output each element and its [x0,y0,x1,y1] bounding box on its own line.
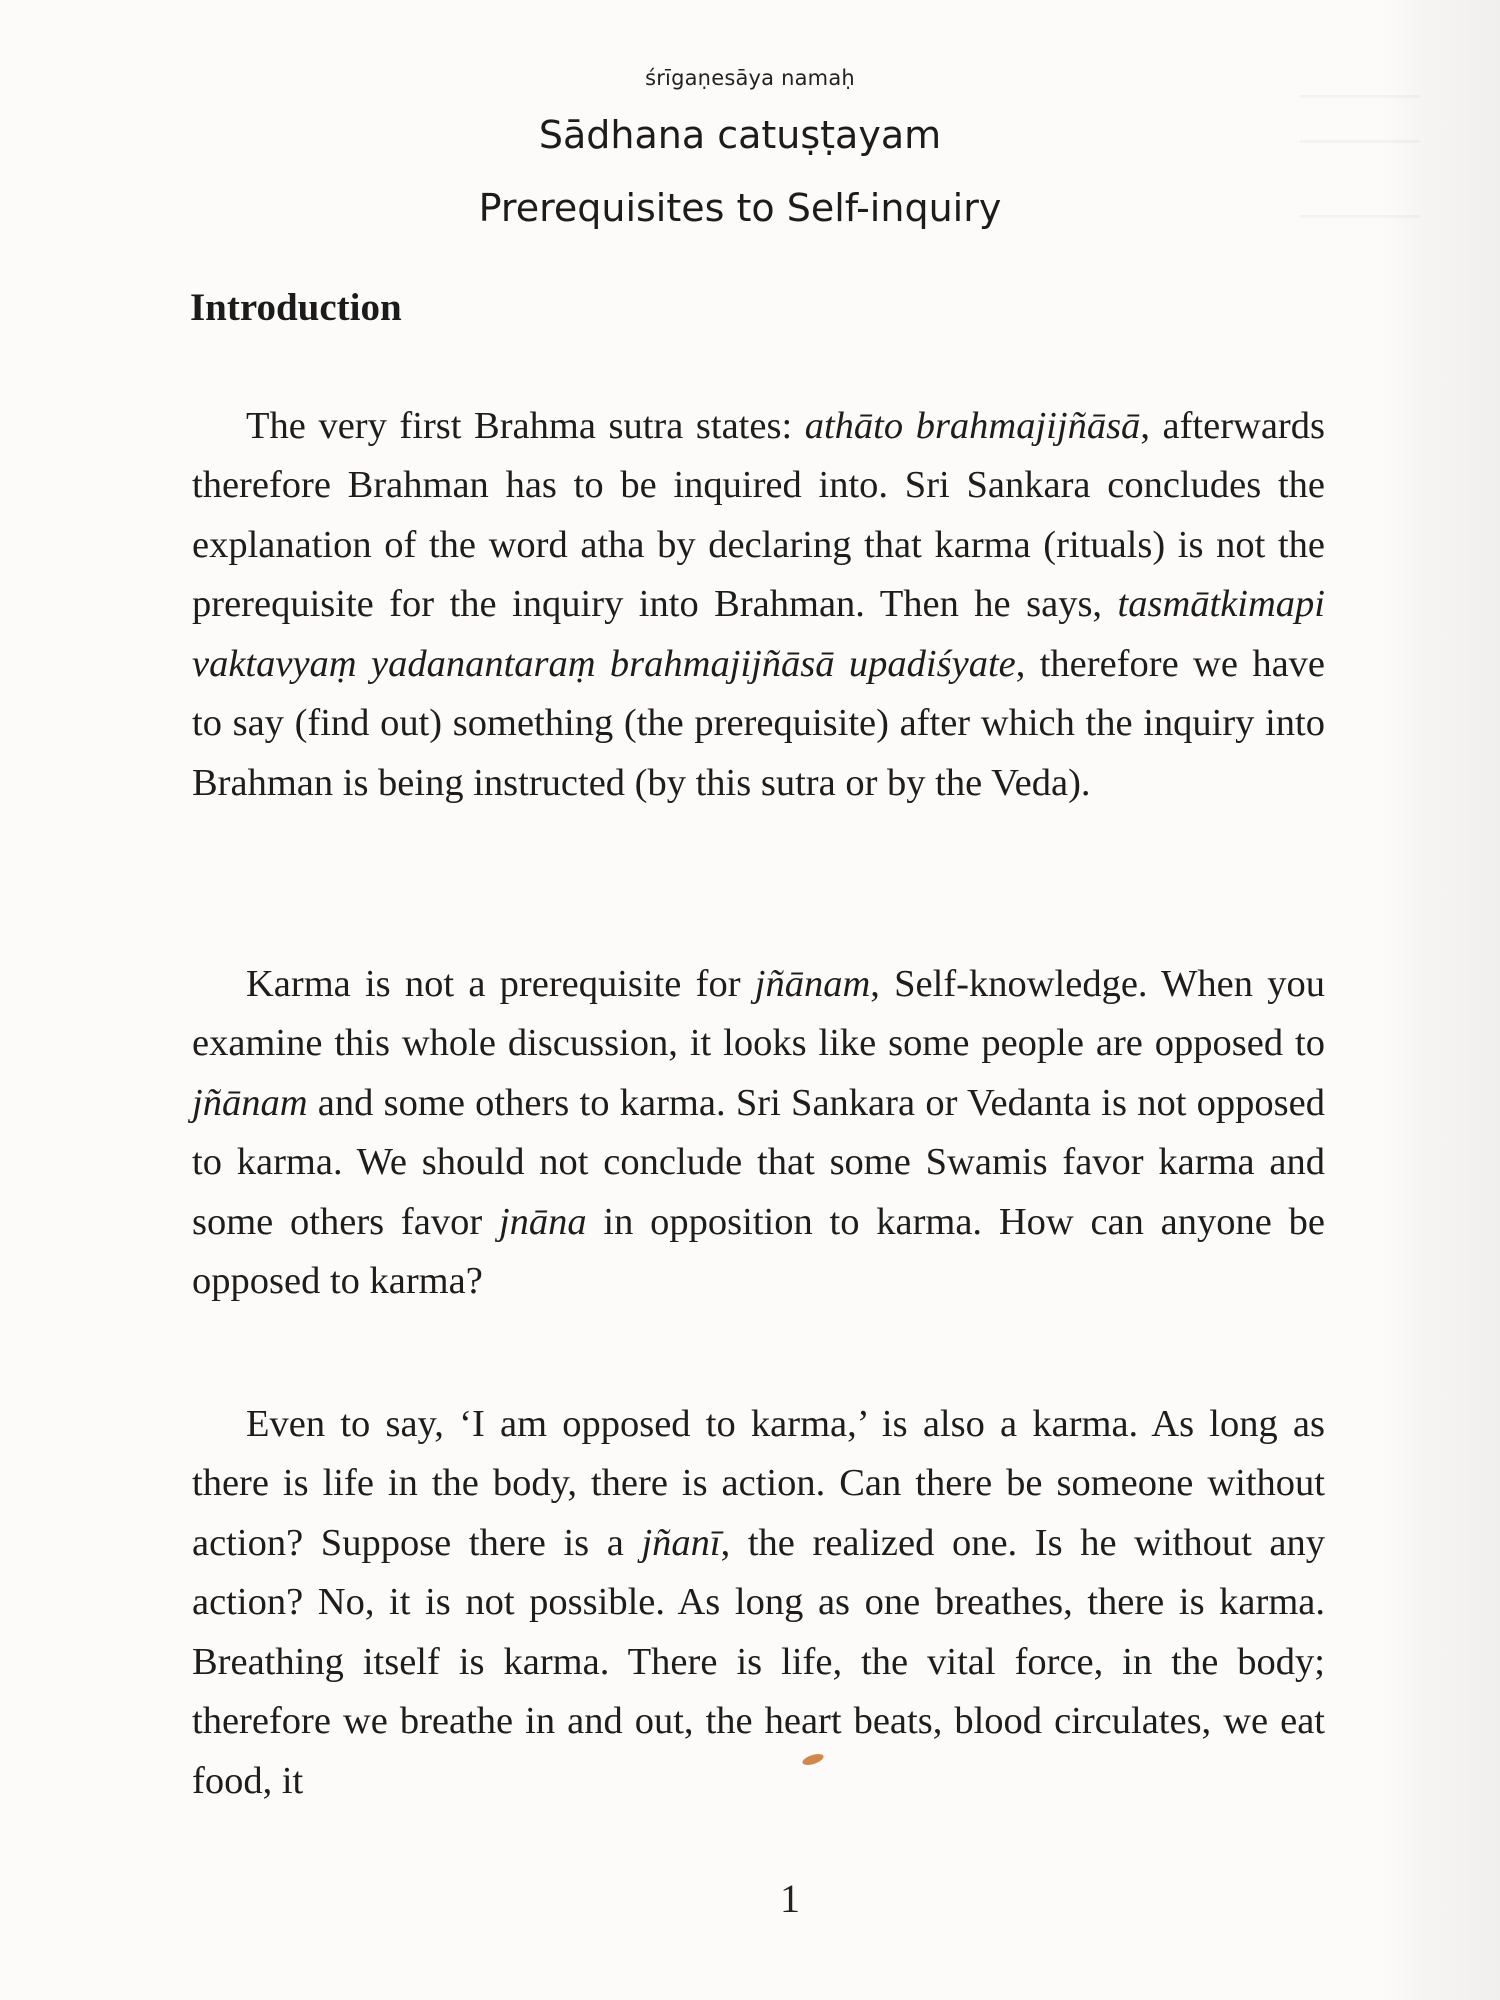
paragraph: Karma is not a prerequisite for jñānam, Self-knowledge. When you examine this whole discussion, it looks like some people are opposed to jñānam and some others to karma. Sri Sankara or Vedanta is not opposed to karma. We should not conclude that some Swamis favor karma and some others favor jnāna in opposition to karma. How can anyone be opposed to karma? [192,962,1325,1302]
paragraph: The very first Brahma sutra states: athāto brahmajijñāsā, afterwards therefore Brahman has to be inquired into. Sri Sankara concludes the explanation of the word atha by declaring that karma (rituals) is not the prerequisite for the inquiry into Brahman. Then he says, tasmātkimapi vaktavyaṃ yadanantaraṃ brahmajijñāsā upadiśyate, therefore we have to say (find out) something (the prerequisite) after which the inquiry into Brahman is being instructed (by this sutra or by the Veda). [192,404,1325,804]
section-heading: Introduction [190,286,402,329]
chapter-title: Sādhana catuṣṭayam [538,113,942,157]
page-number: 1 [780,1876,800,1921]
facing-page-bleed [1380,0,1500,2000]
chapter-subtitle: Prerequisites to Self-inquiry [478,186,1002,230]
bleed-text-trace [1300,95,1420,98]
paragraph: Even to say, ‘I am opposed to karma,’ is also a karma. As long as there is life in the body, there is action. Can there be someone without action? Suppose there is a jñanī, the realized one. Is he without any action? No, it is not possible. As long as one breathes, there is karma. Breathing itself is karma. There is life, the vital force, in the body; therefore we breathe in and out, the heart beats, blood circulates, we eat food, it [192,1402,1326,1802]
invocation-header: śrīgaṇesāya namaḥ [645,66,855,90]
